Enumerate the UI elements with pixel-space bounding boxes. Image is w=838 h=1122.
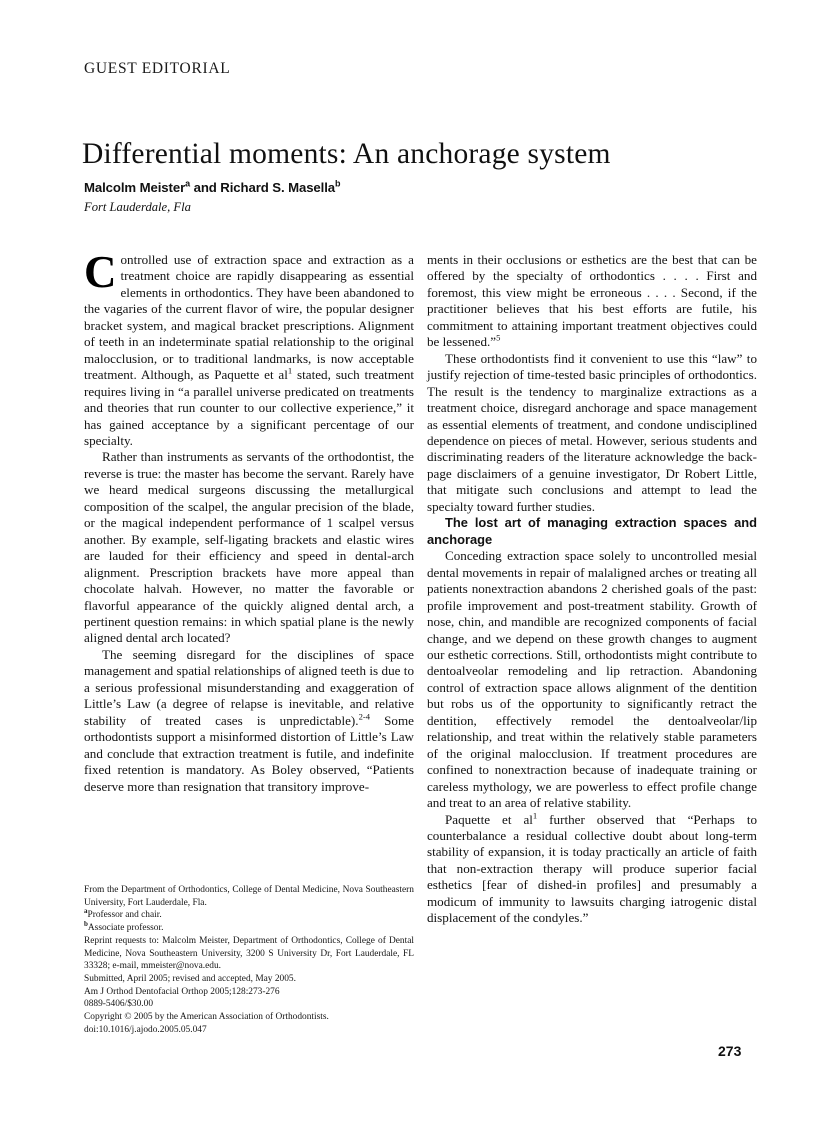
footnote-b (84, 919, 414, 935)
paragraph-right-4-cont: further observed that “Perhaps to counterbalance a residual collective doubt about long-term stability of expansion, it is today practically an article of faith that non-extraction therapy will produce superior facial esthetics [fear of dished-in profiles] and presumably a modicum of immunity to lawsuits charging iatrogenic distal displacement of the condyles.” (427, 811, 757, 926)
affiliation-city: Fort Lauderdale, Fla (84, 200, 191, 214)
footnote-affiliation: From the Department of Orthodontics, College of Dental Medicine, Nova Southeastern University, Fort Lauderdale, Fla. (84, 885, 414, 908)
paragraph-right-2: These orthodontists find it convenient to use this “law” to justify rejection of time-tested basic principles of orthodontics. The result is the tendency to marginalize extractions as a treatment choice, disregard anchorage and space management as essential elements of treatment, and condone undisciplined dependence on pieces of metal. However, serious students and discriminating readers of the literature acknowledge the back-page disclaimers of a genuine investigator, Dr Robert Little, that mitigate such conclusions and attempt to lead the specialty toward further studies. (427, 350, 757, 514)
paragraph-left-3 (84, 647, 414, 795)
paragraph-left-1-text: ontrolled use of extraction space and extraction as a treatment choice are rapidly disappearing as essential elements in orthodontics. They have been abandoned to the vagaries of the current flavor of wire, the popular designer bracket system, and magical bracket prescriptions. Alignment of teeth in an indeterminate spatial relationship to the original malocclusion, or to traditional landmarks, is now acceptable treatment. Although, as Paquette et al (84, 252, 414, 383)
paragraph-right-4-text: Paquette et al (445, 811, 533, 827)
author-one: Malcolm Meister (84, 180, 186, 195)
footnote-submitted-dates: Submitted, April 2005; revised and accepted, May 2005. (84, 973, 296, 984)
paragraph-left-3-cont: Some orthodontists support a misinformed distortion of Little’s Law and conclude that extraction treatment is futile, and indefinite fixed retention is mandatory. As Boley observed, “Patients deserve more than resignation that transitory improve- (84, 712, 414, 794)
author-two-footnote-mark: b (335, 178, 341, 189)
reference-mark: 1 (287, 365, 293, 376)
paragraph-right-1-text: ments in their occlusions or esthetics are the best that can be offered by the specialty of orthodontics . . . . First and foremost, this view might be erroneous . . . . Second, if the practitioner believes that his best efforts are futile, his commitment to attaining important treatment objectives could be lessened.” (427, 252, 757, 350)
reference-mark: 2-4 (358, 711, 371, 722)
reference-mark: 1 (532, 810, 538, 821)
paragraph-right-4 (427, 812, 757, 927)
footnote-block (84, 884, 414, 1036)
footnote-a-mark: a (84, 907, 88, 916)
page-title: Differential moments: An anchorage system (82, 137, 611, 170)
footnote-journal-citation: Am J Orthod Dentofacial Orthop 2005;128:273-276 (84, 986, 280, 997)
page-number: 273 (718, 1043, 742, 1059)
footnote-reprint-requests: Reprint requests to: Malcolm Meister, Department of Orthodontics, College of Dental Medicine, Nova Southeastern University, 3200 S University Dr, Fort Lauderdale, FL 33328; e-mail, mmeister@nova.edu. (84, 935, 414, 972)
paragraph-left-2: Rather than instruments as servants of the orthodontist, the reverse is true: the master has become the servant. Rarely have we heard medical surgeons discussing the metallurgical composition of the scalpel, the angular precision of the blade, or the magical independent performance of 1 scalpel versus another. By example, self-ligating brackets and elastic wires are lauded for their efficiency and speed in dental-arch alignment. Prescription brackets have more appeal than chocolate halvah. However, no matter the favorable or flavorful appearance of the quickly aligned dental arch, a pertinent question remains: in which spatial plane is the newly aligned dental arch located? (84, 449, 414, 646)
author-conjunction: and Richard S. Masella (190, 180, 336, 195)
author-byline (84, 180, 340, 195)
footnote-doi: doi:10.1016/j.ajodo.2005.05.047 (84, 1024, 207, 1035)
footnote-copyright: Copyright © 2005 by the American Association of Orthodontists. (84, 1012, 329, 1023)
paragraph-left-1 (84, 247, 414, 449)
paragraph-left-1-cont: stated, such treatment requires living in “a parallel universe predicated on treatments and theories that run counter to our collective experience,” it has gained acceptance by a significant percentage of our specialty. (84, 367, 414, 448)
reference-mark: 5 (496, 332, 501, 343)
footnote-b-text: Associate professor. (87, 923, 164, 934)
drop-cap: C (84, 247, 117, 297)
paragraph-right-1 (427, 252, 757, 351)
footnote-a-text: Professor and chair. (87, 910, 162, 921)
section-heading: The lost art of managing extraction spaces and anchorage (427, 515, 757, 547)
author-one-footnote-mark: a (185, 178, 191, 189)
paragraph-right-3: Conceding extraction space solely to uncontrolled mesial dental movements in repair of malaligned arches or treating all patients nonextraction abandons 2 cherished goals of the past: profile improvement and post-treatment stability. Growth of nose, chin, and mandible are recognized components of facial change, and we depend on these growth changes to augment our esthetic corrections. Still, orthodontists might contribute to dentoalveolar remodeling and lip retraction. Abandoning control of extraction space allows alignment of the dentition but robs us of the opportunity to significantly retract the dentition, effectively remodel the dentoalveolar/lip relationship, and treat within the relatively stable parameters of the original malocclusion. If treatment procedures are confined to nonextraction because of inadequate training or careless mythology, we are powerless to effect profile change and treat to an area of relative stability. (427, 548, 757, 811)
footnote-b-mark: b (84, 919, 88, 928)
paragraph-left-3-text: The seeming disregard for the disciplines of space management and spatial relationships of aligned teeth is due to a serious professional misunderstanding and exaggeration of Little’s Law (a degree of relapse is inevitable, and relative stability of treated cases is unpredictable). (84, 646, 414, 728)
footnote-a (84, 909, 414, 922)
section-kicker: GUEST EDITORIAL (84, 60, 231, 77)
body-column-right (427, 252, 757, 927)
footnote-issn-price: 0889-5406/$30.00 (84, 999, 154, 1010)
body-column-left (84, 247, 414, 795)
